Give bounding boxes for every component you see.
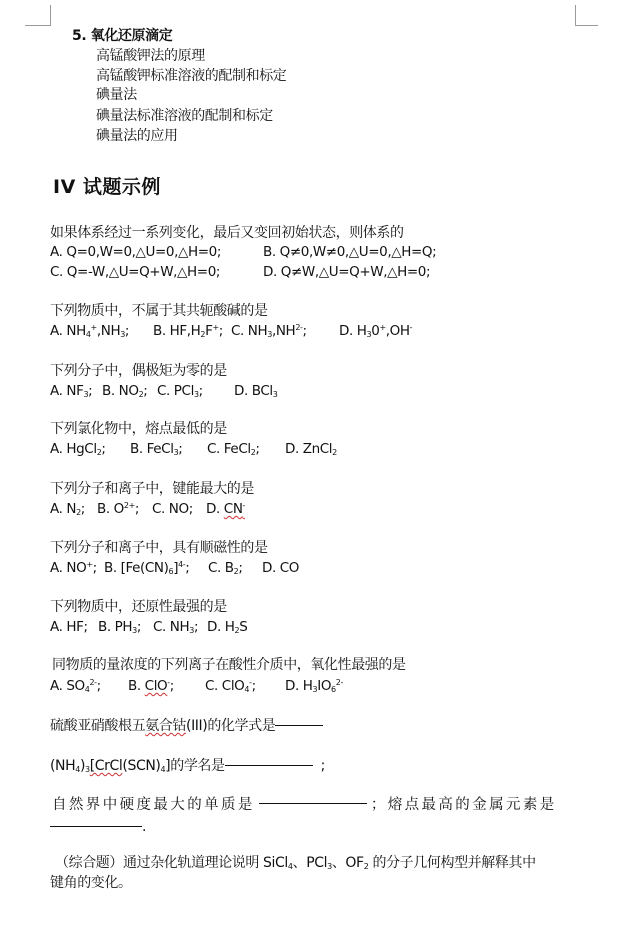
answer-blank[interactable] [275, 725, 323, 726]
option-b: B. FeCl$_3$; [130, 441, 183, 457]
option-a: A. HgCl$_2$; [50, 441, 106, 457]
option-c: C. Q=-W,△U=Q+W,△H=0; [50, 264, 221, 280]
outline-item: 高锰酸钾标准溶液的配制和标定 [96, 68, 287, 84]
question-stem: 下列物质中，还原性最强的是 [50, 599, 227, 615]
option-d: D. $H_30^+,OH^-$ [339, 323, 413, 339]
outline-item: 碘量法 [96, 87, 137, 103]
option-c: C. $B_2$; [208, 560, 243, 576]
option-c: C. ClO$_4$-; [205, 678, 256, 694]
question-stem: 如果体系经过一系列变化，最后又变回初始状态，则体系的 [50, 225, 404, 241]
option-c: C. $NH_3,NH^{2-}$; [231, 323, 307, 339]
question-fill-in: 硫酸亚硝酸根五氨合钴(III)的化学式是 [50, 717, 323, 735]
question-stem: 下列分子中，偶极矩为零的是 [50, 363, 227, 379]
option-a: A. Q=0,W=0,△U=0,△H=0; [50, 244, 221, 260]
question-fill-in: 自然界中硬度最大的单质是 ；熔点最高的金属元素是 [52, 797, 557, 813]
page-corner-mark-right [575, 5, 598, 26]
answer-blank[interactable] [225, 765, 313, 766]
option-c: C. FeCl$_2$; [207, 441, 260, 457]
option-a: A. $NF_3$; [50, 383, 93, 399]
option-d: D. CO [262, 560, 300, 576]
option-a: A. $N_2$; [50, 501, 85, 517]
option-d: D. $H_3IO_6^{2-}$ [285, 678, 343, 694]
outline-heading: 5. 氧化还原滴定 [72, 28, 173, 44]
option-d: D. $H_2S$ [207, 619, 248, 635]
option-a: A. $NH_4^+,NH_3$; [50, 323, 130, 339]
option-c: C. NO; [152, 501, 193, 517]
question-stem: 下列分子和离子中，键能最大的是 [50, 481, 254, 497]
question-stem: 下列氯化物中，熔点最低的是 [50, 421, 227, 437]
question-fill-in-cont: . [50, 818, 146, 836]
option-b: B. $HF,H_2F^+$; [153, 323, 223, 339]
option-b: B. $O^{2+}$; [97, 501, 140, 517]
option-c: C. $NH_3$; [153, 619, 199, 635]
question-comprehensive-cont: 键角的变化。 [50, 875, 132, 891]
question-stem: 下列物质中，不属于其共轭酸碱的是 [50, 303, 268, 319]
option-b: B. $NO_2$; [102, 383, 148, 399]
outline-item: 高锰酸钾法的原理 [96, 48, 205, 64]
option-b: B. $[Fe(CN)_6]^{4-}$; [104, 560, 190, 576]
option-d: D. CN- [206, 501, 246, 517]
outline-item: 碘量法标准溶液的配制和标定 [96, 108, 273, 124]
answer-blank[interactable] [259, 803, 367, 804]
page-corner-mark-left [25, 5, 51, 26]
option-b: B. Q≠0,W≠0,△U=0,△H=Q; [263, 244, 437, 260]
option-a: A. NO+; [50, 560, 97, 576]
option-c: C. PCl$_3$; [157, 383, 203, 399]
option-a: A. HF; [50, 619, 88, 635]
option-d: D. ZnCl$_2$ [285, 441, 337, 457]
option-a: A. $SO_4^{2-}$; [50, 678, 101, 694]
question-stem: 下列分子和离子中，具有顺磁性的是 [50, 540, 268, 556]
answer-blank[interactable] [50, 826, 142, 827]
question-fill-in: $(NH_4)_3[CrCl(SCN)_4]$的学名是 ; [50, 758, 325, 774]
option-d: D. BCl$_3$ [234, 383, 278, 399]
option-b: B. ClO-; [128, 678, 174, 694]
question-stem: 同物质的量浓度的下列离子在酸性介质中，氧化性最强的是 [52, 657, 406, 673]
outline-item: 碘量法的应用 [96, 128, 178, 144]
question-comprehensive: （综合题）通过杂化轨道理论说明 SiCl$_4$、PCl$_3$、$OF_2$ 的分子几何构型并解释其中 [55, 855, 536, 871]
option-b: B. $PH_3$; [98, 619, 141, 635]
section-title: IV 试题示例 [53, 176, 161, 198]
option-d: D. Q≠W,△U=Q+W,△H=0; [263, 264, 431, 280]
